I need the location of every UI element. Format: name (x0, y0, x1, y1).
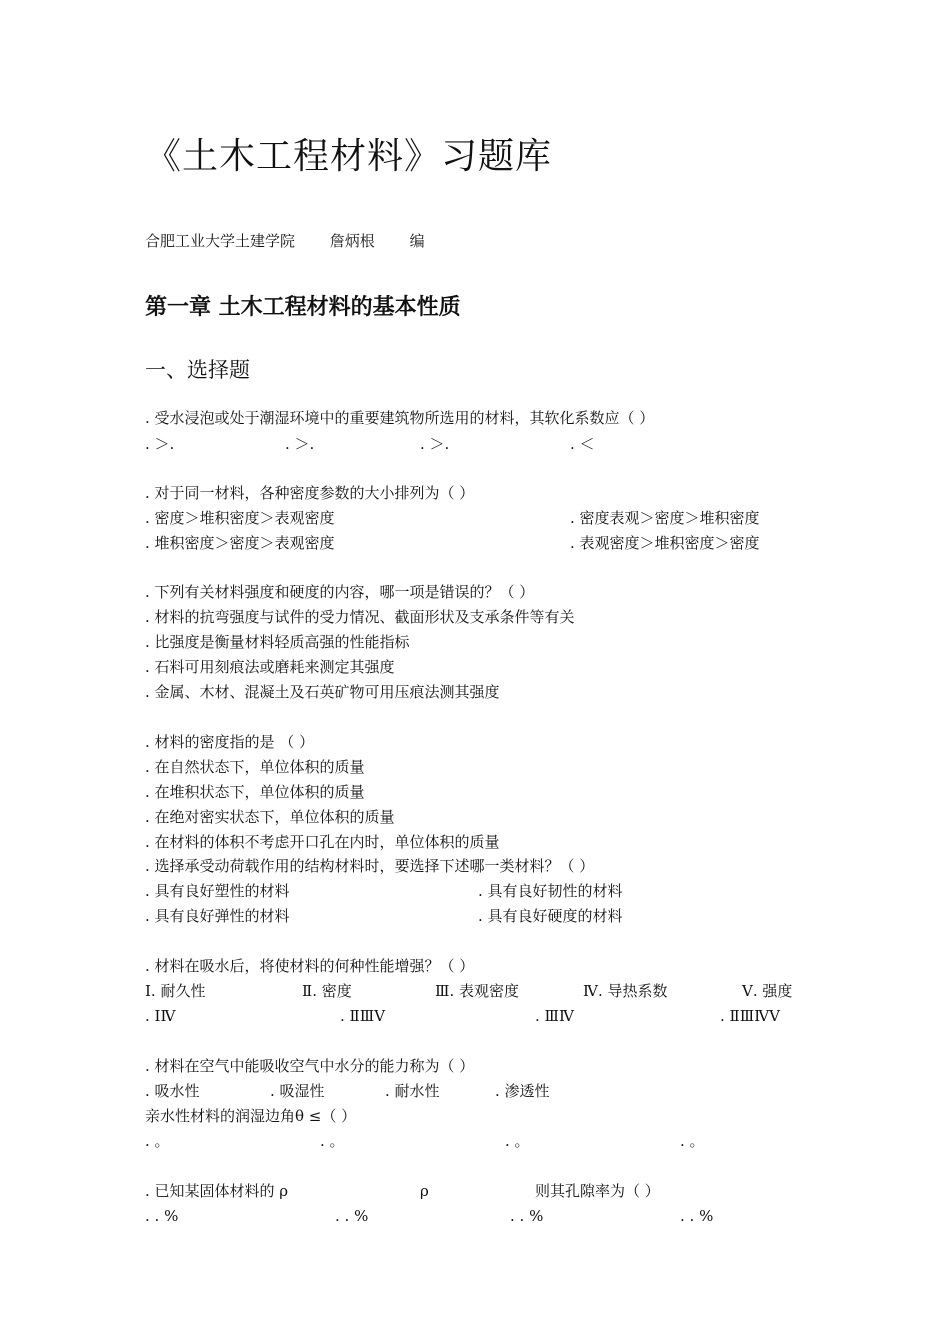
author-name: 詹炳根 (329, 232, 375, 250)
question-8-option-c: . 。 (505, 1132, 530, 1150)
question-6-stem: . 材料在吸水后，将使材料的何种性能增强？（ ） (145, 957, 475, 975)
question-9-option-c: . . % (510, 1207, 544, 1225)
question-6-item-1: Ⅰ. 耐久性 (145, 982, 206, 1000)
author-school: 合肥工业大学土建学院 (145, 232, 296, 250)
question-2-option-c: . 堆积密度＞密度＞表观密度 (145, 534, 335, 552)
question-6-option-b: . ⅡⅢⅤ (340, 1007, 386, 1025)
question-9-stem: . 已知某固体材料的 ρ (145, 1182, 289, 1200)
question-6-option-d: . ⅡⅢⅣⅤ (720, 1007, 781, 1025)
question-6-item-3: Ⅲ. 表观密度 (435, 982, 520, 1000)
question-6-item-2: Ⅱ. 密度 (302, 982, 352, 1000)
question-5-option-b: . 具有良好韧性的材料 (478, 882, 623, 900)
question-1-stem: . 受水浸泡或处于潮湿环境中的重要建筑物所选用的材料，其软化系数应（ ） (145, 409, 655, 427)
question-4-option-b: . 在堆积状态下，单位体积的质量 (145, 783, 365, 801)
question-7-option-b: . 吸湿性 (270, 1082, 325, 1100)
question-8-option-b: . 。 (320, 1132, 345, 1150)
question-6-item-4: Ⅳ. 导热系数 (583, 982, 668, 1000)
question-9-stem-mid: ρ (420, 1182, 429, 1200)
question-5-stem: . 选择承受动荷载作用的结构材料时，要选择下述哪一类材料？（ ） (145, 857, 595, 875)
question-7-stem: . 材料在空气中能吸收空气中水分的能力称为（ ） (145, 1057, 475, 1075)
question-3-option-a: . 材料的抗弯强度与试件的受力情况、截面形状及支承条件等有关 (145, 608, 575, 626)
question-4-option-a: . 在自然状态下，单位体积的质量 (145, 758, 365, 776)
question-1-option-d: . ＜ (570, 435, 595, 453)
question-2-option-a: . 密度＞堆积密度＞表观密度 (145, 509, 335, 527)
question-6-option-c: . ⅢⅣ (535, 1007, 574, 1025)
question-2-stem: . 对于同一材料，各种密度参数的大小排列为（ ） (145, 484, 475, 502)
question-1-option-c: . ＞. (420, 435, 450, 453)
question-3-option-d: . 金属、木材、混凝土及石英矿物可用压痕法测其强度 (145, 683, 500, 701)
question-7-option-d: . 渗透性 (495, 1082, 550, 1100)
question-7-option-a: . 吸水性 (145, 1082, 200, 1100)
question-4-option-d: . 在材料的体积不考虑开口孔在内时，单位体积的质量 (145, 833, 500, 851)
question-2-option-d: . 表观密度＞堆积密度＞密度 (570, 534, 760, 552)
question-3-stem: . 下列有关材料强度和硬度的内容，哪一项是错误的？（ ） (145, 583, 535, 601)
question-1-option-b: . ＞. (285, 435, 315, 453)
question-5-option-c: . 具有良好弹性的材料 (145, 907, 290, 925)
document-title: 《土木工程材料》习题库 (145, 136, 553, 177)
question-9-option-a: . . % (145, 1207, 179, 1225)
question-3-option-b: . 比强度是衡量材料轻质高强的性能指标 (145, 633, 410, 651)
question-6-option-a: . ⅠⅣ (145, 1007, 176, 1025)
question-5-option-d: . 具有良好硬度的材料 (478, 907, 623, 925)
question-8-option-d: . 。 (680, 1132, 705, 1150)
question-4-stem: . 材料的密度指的是 （ ） (145, 733, 315, 751)
question-2-option-b: . 密度表观＞密度＞堆积密度 (570, 509, 760, 527)
author-line (145, 230, 455, 251)
question-9-stem-end: 则其孔隙率为（ ） (535, 1182, 660, 1200)
question-3-option-c: . 石料可用刻痕法或磨耗来测定其强度 (145, 658, 395, 676)
question-9-option-b: . . % (335, 1207, 369, 1225)
question-8-stem: 亲水性材料的润湿边角θ ≤（ ） (145, 1107, 357, 1125)
question-9-option-d: . . % (680, 1207, 714, 1225)
question-1-option-a: . ＞. (145, 435, 175, 453)
question-5-option-a: . 具有良好塑性的材料 (145, 882, 290, 900)
chapter-heading: 第一章 土木工程材料的基本性质 (145, 295, 461, 320)
question-7-option-c: . 耐水性 (385, 1082, 440, 1100)
question-4-option-c: . 在绝对密实状态下，单位体积的质量 (145, 808, 395, 826)
question-6-item-5: Ⅴ. 强度 (742, 982, 793, 1000)
section-heading: 一、选择题 (145, 358, 250, 382)
author-role: 编 (409, 232, 425, 250)
question-8-option-a: . 。 (145, 1132, 170, 1150)
